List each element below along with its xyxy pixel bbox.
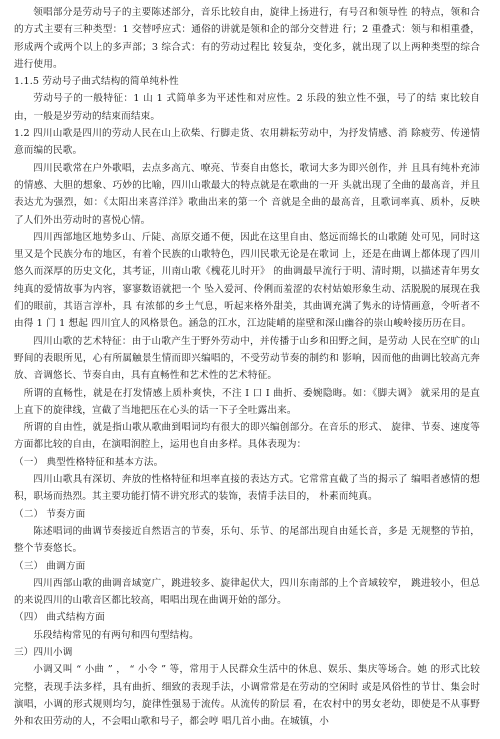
paragraph-rhythm-description: 陈述唱词的曲调节奏接近自然语言的节奏，乐句、乐节、的尾部出现自由延长音，多是 无规整的节拍，整个节奏悠长。 [14, 525, 480, 555]
heading-1-2-sichuan-shan-ge: 1.2 四川山歌是四川的劳动人民在山上砍柴、行脚走货、农用耕耘劳动中，为抒发情感、消 除疲劳、传递情意而编的民歌。 [14, 128, 480, 157]
heading-sichuan-xiao-diao: 三）四川小调 [14, 646, 73, 658]
paragraph-directness: 所谓的直畅性，就是在打发情感上质朴爽快，不注 I 口 I 曲折、委婉隐晦。如：《脚夫调》 就采用的是直上直下的旋律线，宣截了当地把压在心头的话一下子全吐露出来。 [14, 387, 480, 416]
paragraph-outdoor-singing: 四川民歌常在户外歌唱，去点多高亢、嘹亮、节奏自由悠长，歌词大多为即兴创作，并 且具有纯朴充沛的情感、大胆的想象、巧妙的比喻，四川山歌最大的特点就是在歌曲的一开 头就出现了全曲的最高音，并且表达尤为强烈，如：《太阳出来喜洋洋》歌曲出来的第一个 音就是全曲的最高音，且歌词率真、质朴，反映了人们外出劳动时的喜悦心情。 [14, 162, 480, 226]
heading-form-structure: （四） 曲式结构方面 [14, 612, 105, 624]
paragraph-work-song-features: 劳动号子的一般特征：1 山 1 式简单多为平述性和对应性。2 乐段的独立性不强，号了的结 束比较自由，一般是岁劳动的结束而结束。 [14, 93, 480, 122]
paragraph-xiao-diao-description: 小调又叫 “ 小曲 ” ， “ 小令 ” 等，常用于人民群众生活中的休息、娱乐、集庆等场合。她 的形式比较完整，表现手法多样，具有曲折、细致的表现手法，小调常常是在劳动的空闲时 或是风俗性的节廿、集会时演唱，小调的形式规则均匀，旋律性强易于流传。从流传的阶层 看，在农村中的男女老幼，即使是不从事野外和农田劳动的人，不会唱山歌和号子，都会哼 唱几首小曲。在城镇，小 [14, 664, 480, 728]
paragraph-leader-section: 领唱部分是劳动号子的主要陈述部分，音乐比较自由，旋律上扬进行，有号召和领导性 的特点，领和合的方式主要有三种类型：1 交替呼应式：通俗的讲就是领和企的部分交替进 行；2 重叠式：领与和相重叠，形成两个或两个以上的多声部；3 综合式：有的劳动过程比 较复杂，变化多，就出现了以上两种类型的综合进行使用。 [14, 7, 480, 70]
heading-1-1-5: 1.1.5 劳动号子曲式结构的简单纯朴性 [14, 76, 179, 88]
paragraph-character-description: 四川山歌具有深切、奔放的性格特征和坦率直接的表达方式。它常常直截了当的揭示了 编唱者感情的想积，职场而热烈。其主要功能打情不讲究形式的装饰，表情手法目的， 朴素而纯真。 [14, 474, 480, 503]
paragraph-freedom: 所谓的自由性，就是指山歌从歌曲到唱词均有很大的即兴编创部分。在音乐的形式、 旋律、节奏、速度等方面都比较的自由，在演唱润腔上，运用也自由多样。具体表现为： [14, 422, 480, 451]
heading-typical-character: （一） 典型性格特征和基本方法。 [14, 456, 164, 468]
paragraph-western-sichuan: 四川西部地区地势多山、斤陡、高原交通不便，因此在这里自由、悠远而绵长的山歌随 处可见，同时这里又是个民族分布的地区，有着个民族的山歌特色，四川民歌无论是在歌词 上，还是在曲调上都体现了四川悠久而深厚的历史文化，其考证，川南山歌《槐花儿时开》 的曲调最早流行于明、清时期，以描述青年男女纯真的爱情故事为内容，寥寥数语就把一个 坠入爱河、伶俐而羞涩的农村姑娘形象生动、活脱脱的展现在我们的眼前，其语言淳朴，具 有浓郁的乡土气息，听起来格外甜美，其曲调充满了隽永的诗情画意，令听者不由得 1 门 1 想起 四川宜人的风格景色。涵急的江水，江边陡峭的崖壁和深山幽谷的崇山峻岭接历历在目。 [14, 231, 480, 330]
heading-melody: （三） 曲调方面 [14, 560, 86, 572]
paragraph-form-description: 乐段结构常见的有两句和四句型结构。 [33, 629, 199, 641]
paragraph-melody-description: 四川西部山歌的曲调音域宽广，跳进较多、旋律起伏大，四川东南部的上个音域较窄， 跳进较小，但总的来说四川的山歌音区都比较高，唱唱出现在曲调开始的部分。 [14, 577, 480, 607]
heading-rhythm: （二） 节奏方面 [14, 508, 86, 520]
paragraph-art-features: 四川山歌的艺术特征：由于山歌产生于野外劳动中，并传播于山乡和田野之间，是劳动 人民在空旷的山野间的表眼所见，心有所属触景生情而即兴编唱的，不受劳动节奏的制约和 影响，因而他的曲调比较高亢奔放、音调悠长、节奏自由，具有直畅性和艺术性的艺术特征。 [14, 335, 480, 382]
